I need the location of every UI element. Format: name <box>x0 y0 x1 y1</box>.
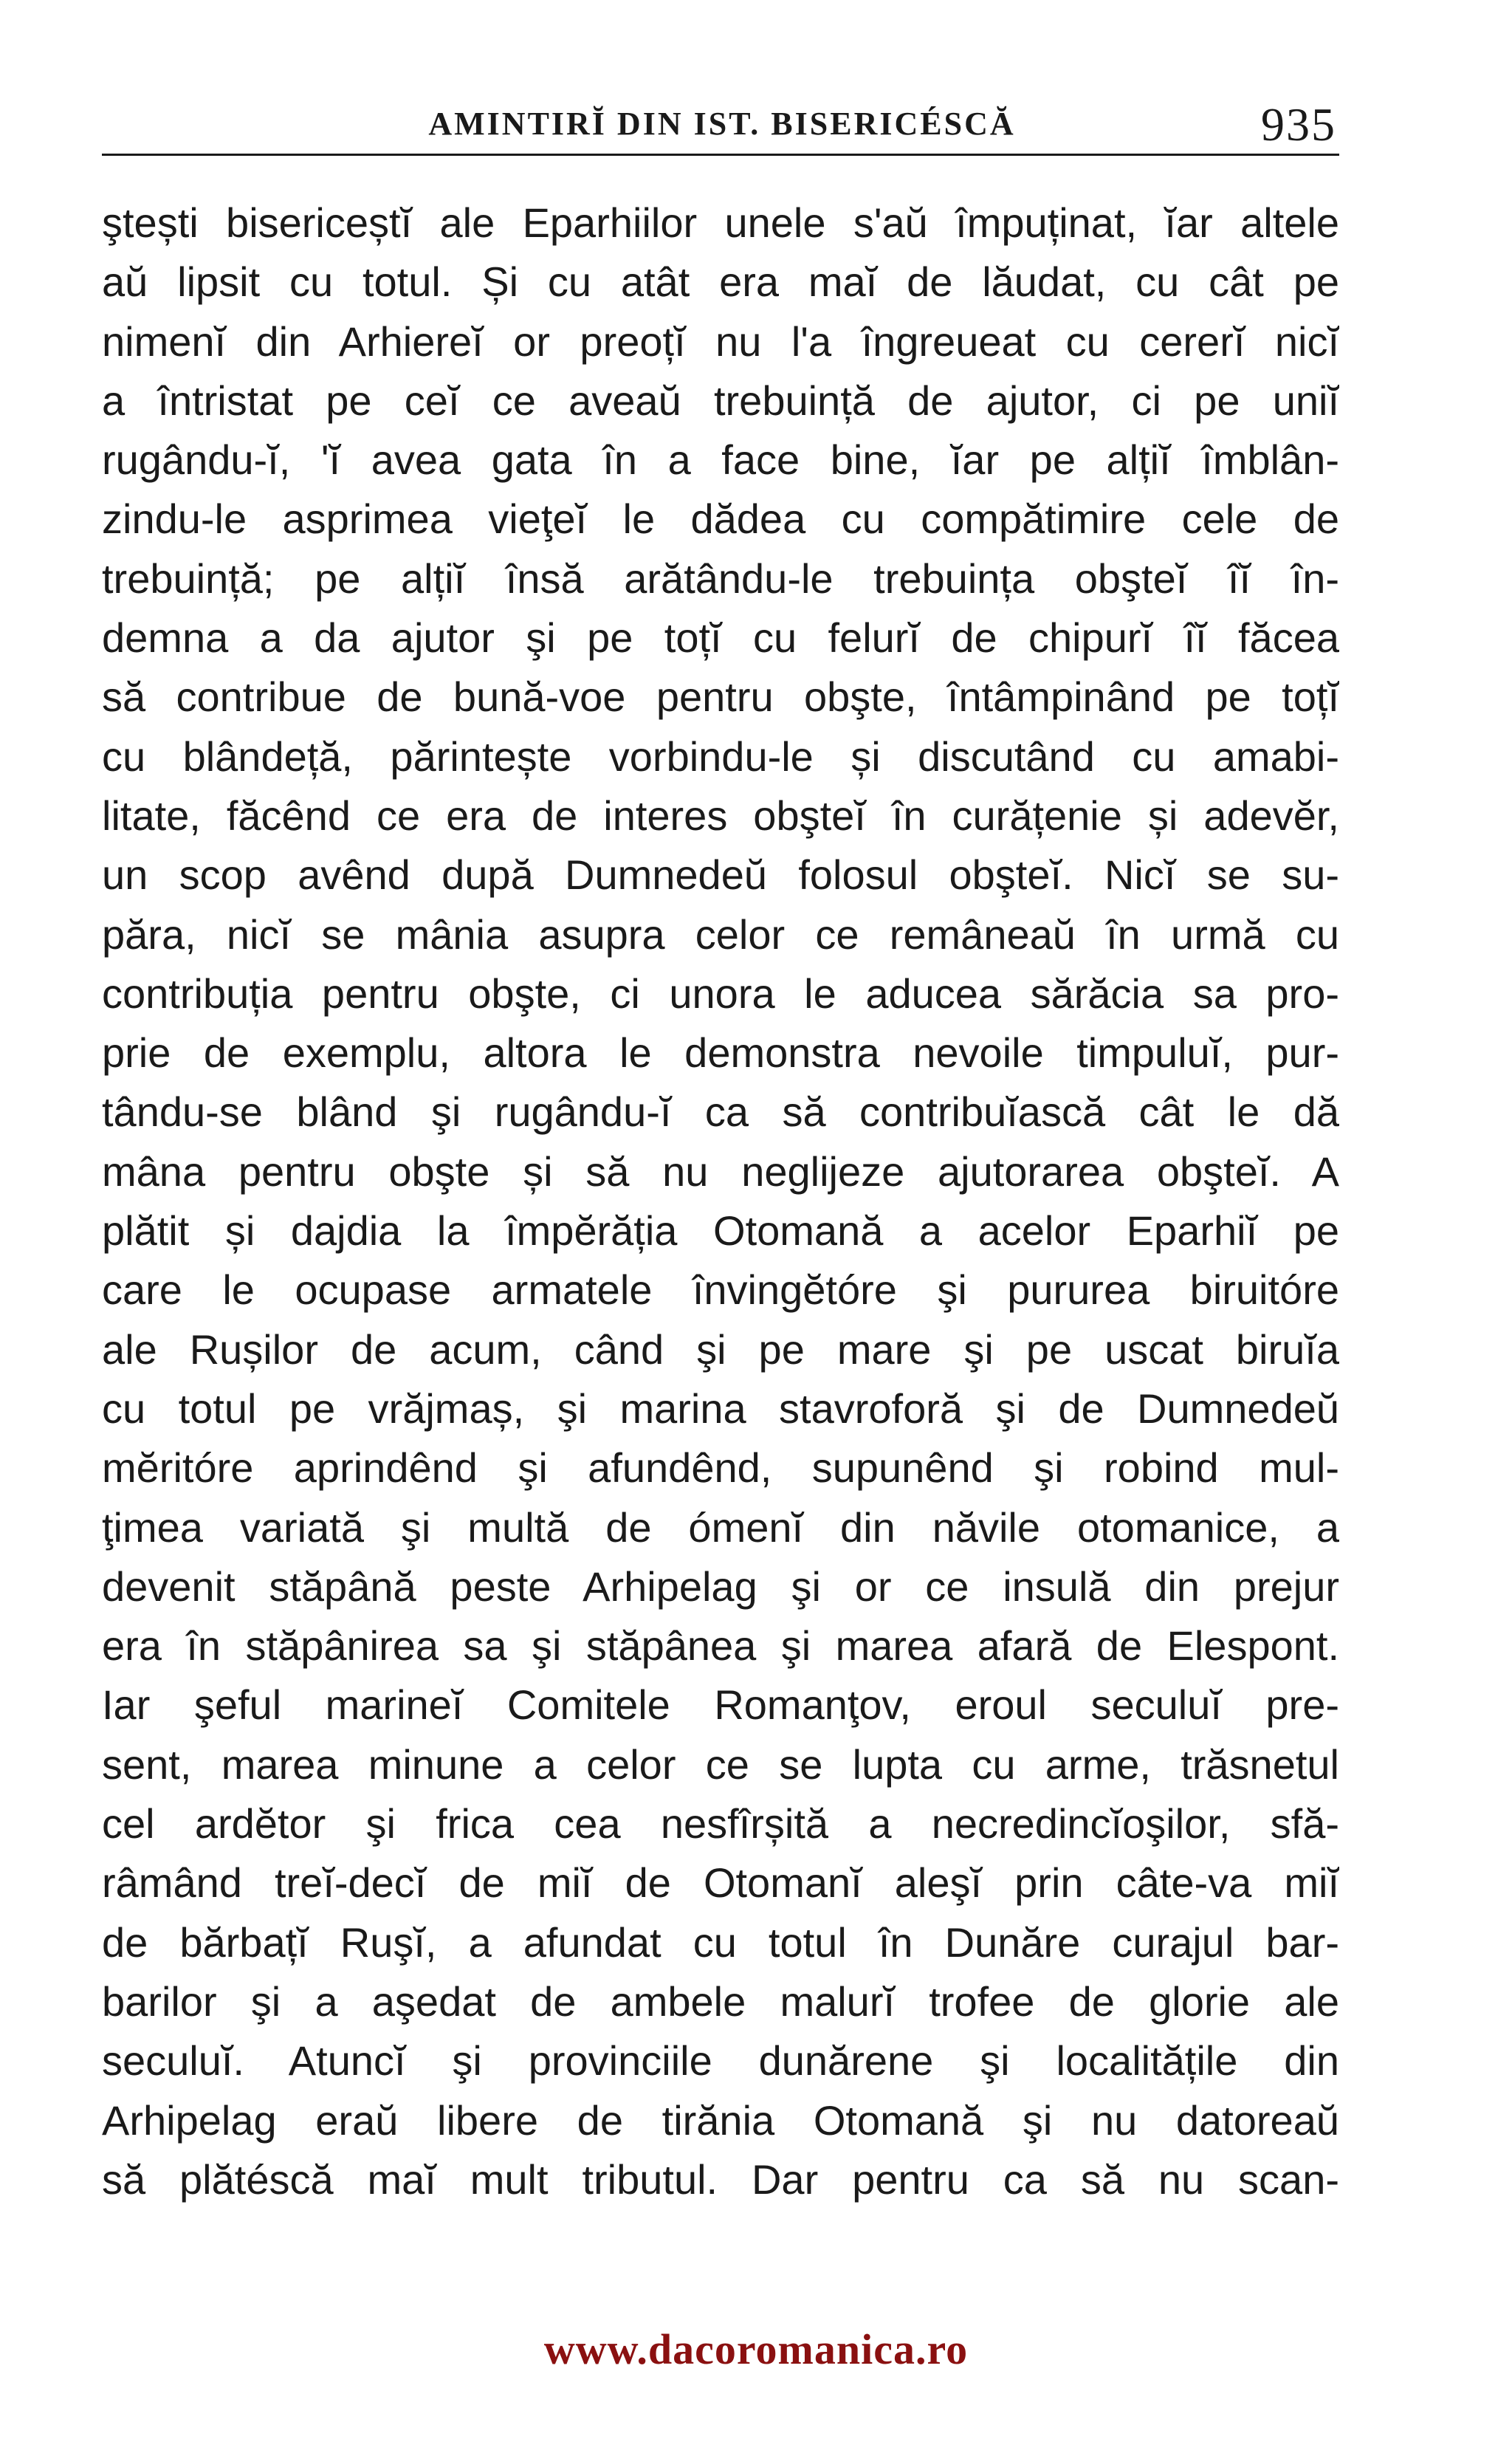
text-line: zindu-le asprimea vieţeĭ le dădea cu compătimire cele de <box>102 495 1339 543</box>
text-line: care le ocupase armatele învingĕtóre şi pururea biruitóre <box>102 1266 1339 1314</box>
text-line: ştești bisericeștĭ ale Eparhiilor unele s'aŭ împuținat, ĭar altele <box>102 199 1339 246</box>
text-line: un scop avênd după Dumnedeŭ folosul obşteĭ. Nicĭ se su- <box>102 851 1339 899</box>
text-line: păra, nicĭ se mânia asupra celor ce remâneaŭ în urmă cu <box>102 910 1339 958</box>
text-line: Iar şeful marineĭ Comitele Romanţov, eroul seculuĭ pre- <box>102 1681 1339 1729</box>
text-line: să contribue de bună-voe pentru obşte, întâmpinând pe toțĭ <box>102 673 1339 721</box>
text-line: aŭ lipsit cu totul. Și cu atât era maĭ de lăudat, cu cât pe <box>102 258 1339 306</box>
text-line: contribuția pentru obşte, ci unora le aducea sărăcia sa pro- <box>102 970 1339 1017</box>
text-line: sent, marea minune a celor ce se lupta cu arme, trăsnetul <box>102 1740 1339 1788</box>
text-line: seculuĭ. Atuncĭ şi provinciile dunărene şi localitățile din <box>102 2037 1339 2085</box>
text-line: trebuință; pe alțiĭ însă arătându-le trebuința obşteĭ îĭ în- <box>102 555 1339 602</box>
body-text <box>102 193 1339 2209</box>
text-line: de bărbațĭ Ruşĭ, a afundat cu totul în Dunăre curajul bar- <box>102 1918 1339 1966</box>
text-line: rugându-ĭ, 'ĭ avea gata în a face bine, ĭar pe alțiĭ îmblân- <box>102 436 1339 484</box>
text-line: cu blândeță, părintește vorbindu-le și discutând cu amabi- <box>102 733 1339 780</box>
text-line: mĕritóre aprindênd şi afundênd, supunênd şi robind mul- <box>102 1444 1339 1492</box>
text-line: să plătéscă maĭ mult tributul. Dar pentru ca să nu scan- <box>102 2155 1339 2203</box>
source-link[interactable]: www.dacoromanica.ro <box>543 2325 969 2373</box>
text-line: cel ardĕtor şi frica cea nesfîrșită a necredincĭoşilor, sfă- <box>102 1800 1339 1848</box>
text-line: mâna pentru obşte și să nu neglijeze ajutorarea obşteĭ. A <box>102 1148 1339 1195</box>
running-title: AMINTIRĬ DIN IST. BISERICÉSCĂ <box>428 106 1016 142</box>
text-line: Arhipelag eraŭ libere de tirănia Otomană şi nu datoreaŭ <box>102 2096 1339 2144</box>
text-line: plătit și dajdia la împĕrăția Otomană a acelor Eparhiĭ pe <box>102 1207 1339 1255</box>
text-line: tându-se blând şi rugându-ĭ ca să contribuĭască cât le dă <box>102 1088 1339 1136</box>
text-line: barilor şi a aşedat de ambele malurĭ trofee de glorie ale <box>102 1977 1339 2025</box>
text-line: râmând treĭ-decĭ de miĭ de Otomanĭ aleşĭ prin câte-va miĭ <box>102 1859 1339 1907</box>
text-line: demna a da ajutor şi pe toțĭ cu felurĭ de chipurĭ îĭ făcea <box>102 614 1339 662</box>
text-line: ale Rușilor de acum, când şi pe mare şi pe uscat biruĭa <box>102 1325 1339 1373</box>
text-line: cu totul pe vrăjmaș, şi marina stavroforă şi de Dumnedeŭ <box>102 1385 1339 1432</box>
text-line: ţimea variată şi multă de ómenĭ din năvile otomanice, a <box>102 1503 1339 1551</box>
text-line: litate, făcênd ce era de interes obşteĭ în curățenie și adevĕr, <box>102 792 1339 839</box>
running-head <box>102 95 1342 161</box>
text-line: era în stăpânirea sa şi stăpânea şi marea afară de Elespont. <box>102 1622 1339 1670</box>
text-line: prie de exemplu, altora le demonstra nevoile timpuluĭ, pur- <box>102 1029 1339 1077</box>
text-line: devenit stăpână peste Arhipelag şi or ce insulă din prejur <box>102 1562 1339 1610</box>
header-rule <box>102 154 1339 156</box>
text-line: a întristat pe ceĭ ce aveaŭ trebuință de ajutor, ci pe uniĭ <box>102 377 1339 424</box>
text-line: nimenĭ din Arhiereĭ or preoțĭ nu l'a îngreueat cu cererĭ nicĭ <box>102 318 1339 365</box>
page-number: 935 <box>1261 98 1336 151</box>
